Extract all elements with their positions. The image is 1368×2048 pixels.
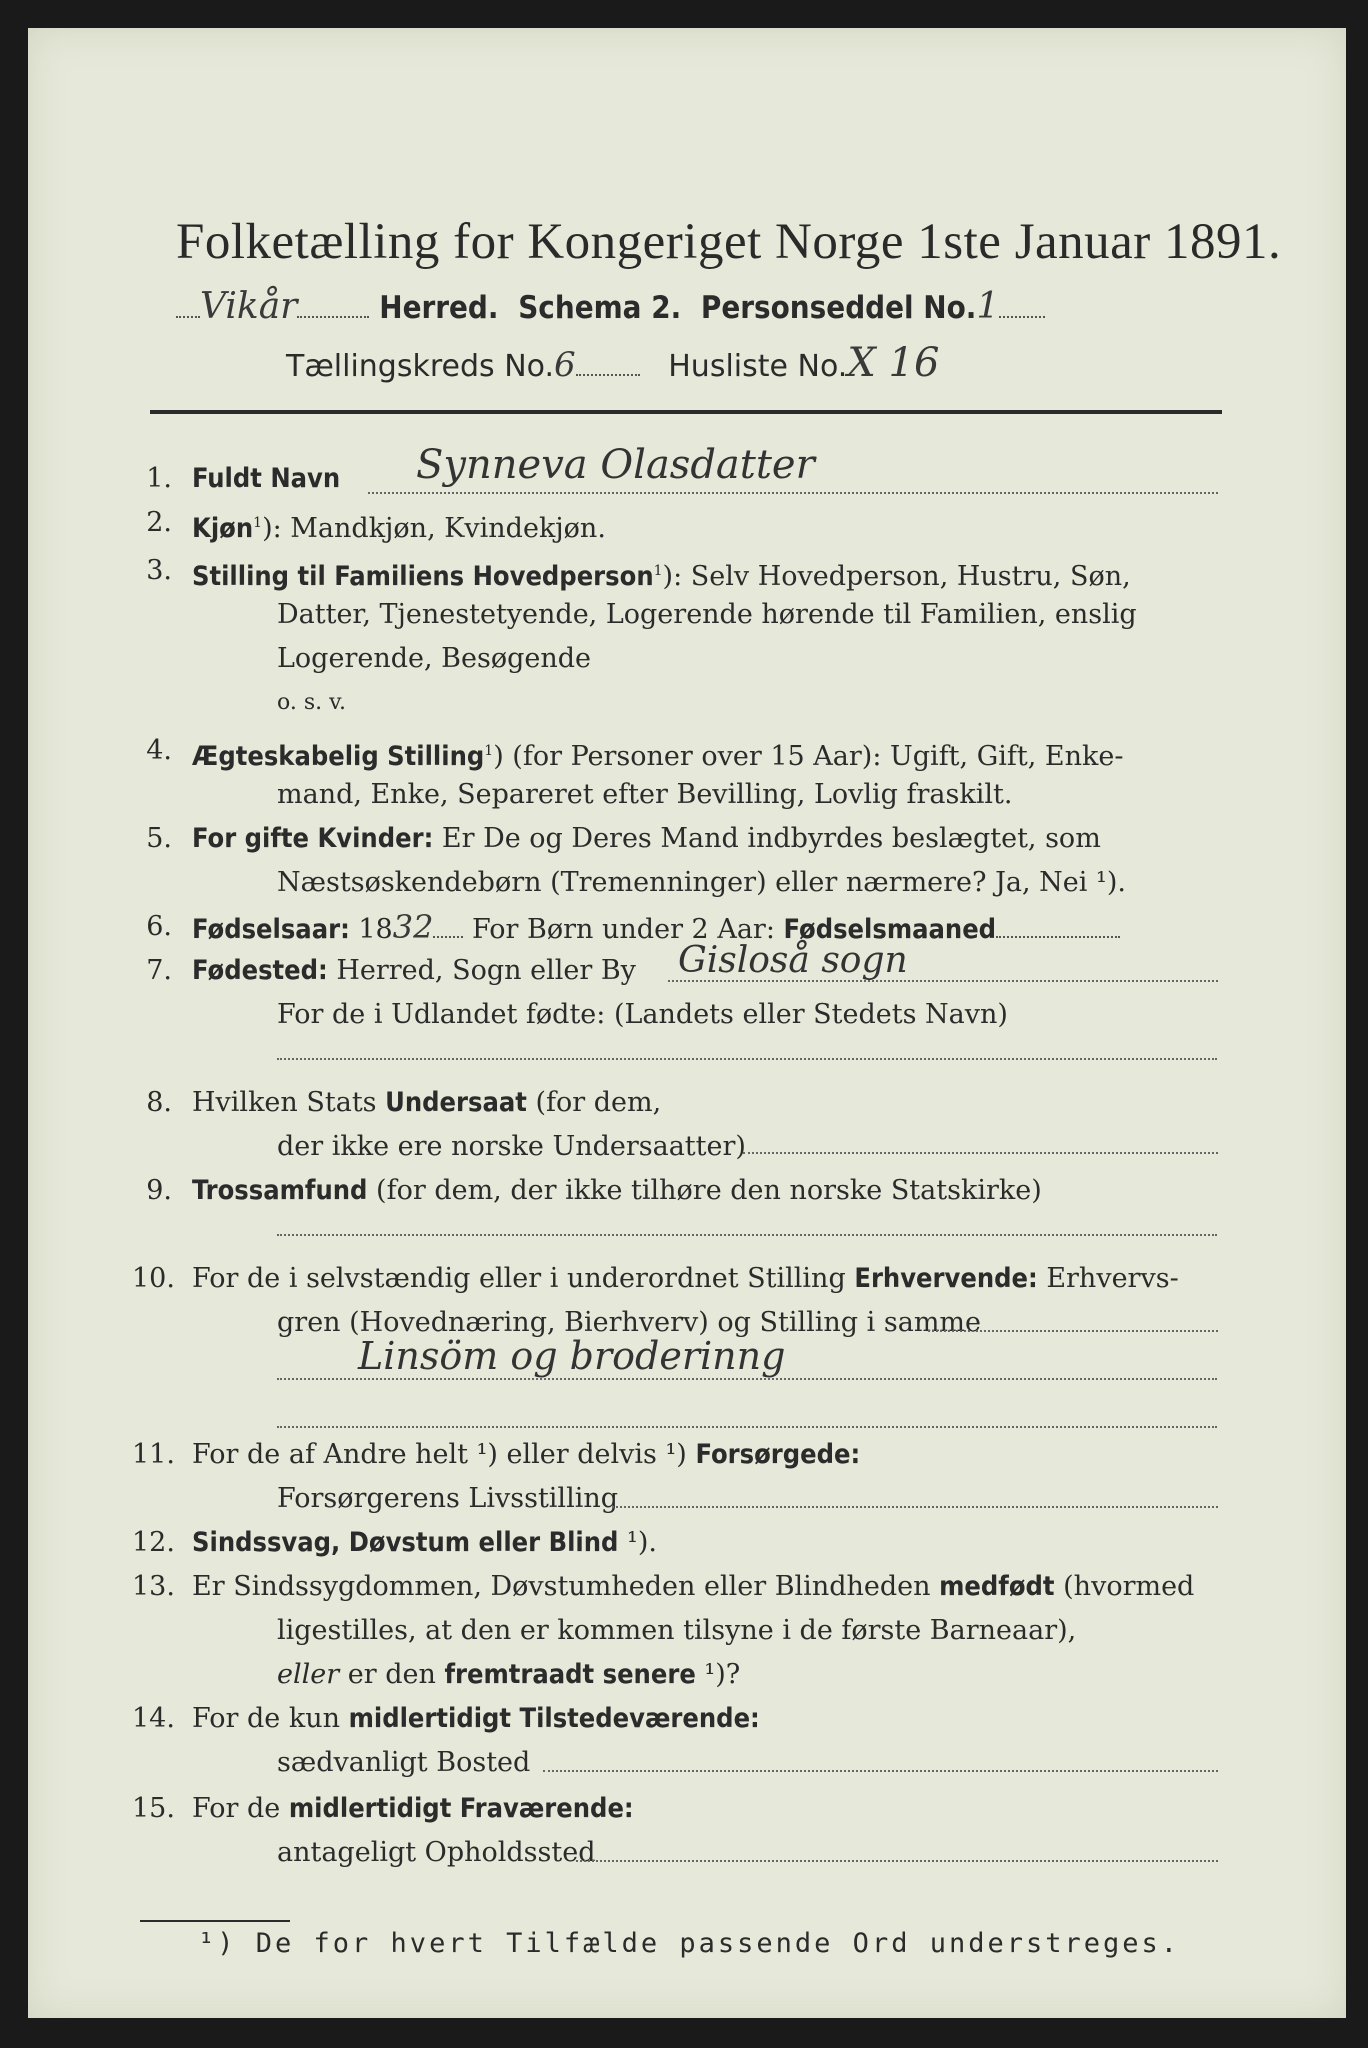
census-form-sheet: Folketælling for Kongeriget Norge 1ste Januar 1891. Vikår Herred. Schema 2. Personseddel No.1 Tællingskreds No.6 Husliste No.X 16 1. Fuldt Navn Synneva Olasdatter 2. Kjøn$^1$): Mandkjøn, Kvindekjøn. 3. Stilling til Familiens Hovedperson$^1$): Selv Hovedperson, Hustru, Søn, Datter, Tjenestetyende, Logerende hørende til Familien, enslig Logerende, Besøgende o. s. v. 4. Ægteskabelig Stilling$^1$) (for Personer over 15 Aar): Ugift, Gift, Enke- mand, Enke, Separeret efter Bevilling, Lovlig fraskilt. 5. For gifte Kvinder: Er De og Deres Mand indbyrdes beslægtet, som Næstsøskendebørn (Tremenninger) eller nærmere? Ja, Nei ¹). 6. Fødselsaar: 1832 For Børn under 2 Aar: Fødselsmaaned 7. Fødested: Herred, Sogn eller By Gisloså sogn For de i Udlandet fødte: (Landets eller Stedets Navn) 8. Hvilken Stats Undersaat (for dem, der ikke ere norske Undersaatter) 9. Trossamfund (for dem, der ikke tilhøre den norske Statskirke) 10. For de i selvstændig eller i underordnet Stilling Erhvervende: Erhvervs- gren (Hovednæring, Bierhverv) og Stilling i samme Linsöm og broderinng 11. For de af Andre helt ¹) eller delvis ¹) Forsørgede: Forsørgerens Livsstilling 12. Sindssvag, Døvstum eller Blind ¹). 13. Er Sindssygdommen, Døvstumheden eller Blindheden medfødt (hvormed ligestilles, at den er kommen tilsyne i de første Barneaar), eller er den fremtraadt senere ¹)? 14. For de kun midlertidigt Tilstedeværende: sædvanligt Bosted 15. For de midlertidigt Fraværende: antageligt Opholdssted ¹) De for hvert Tilfælde passende Ord understreges. [28,28,1346,2018]
herred-value: Vikår [200,286,298,327]
herred-label: Herred. [379,290,499,326]
personseddel-value: 1 [976,286,1000,327]
husliste-label: Husliste No. [668,349,848,384]
item-13-line3: eller er den fremtraadt senere ¹)? [277,1659,741,1690]
footnote-rule [140,1920,290,1922]
item-15-line2: antageligt Opholdssted [277,1837,596,1868]
item-3-line2: Datter, Tjenestetyende, Logerende hørende til Familien, enslig [277,599,1137,630]
birthplace-value: Gisloså sogn [678,940,908,981]
birth-year-value: 32 [392,908,434,946]
item-14-line2: sædvanligt Bosted [277,1747,531,1778]
item-7-line2: For de i Udlandet fødte: (Landets eller Stedets Navn) [277,999,1008,1030]
kreds-value: 6 [554,345,576,385]
kreds-row [286,340,939,386]
schema-label: Schema 2. [518,290,682,326]
husliste-value: X 16 [847,340,940,386]
occupation-value: Linsöm og broderinng [358,1334,786,1378]
herred-row [176,286,1045,327]
header-rule [150,410,1222,414]
item-10-line2: gren (Hovednæring, Bierhverv) og Stilling i samme [277,1307,982,1338]
item-3-line3: Logerende, Besøgende [277,643,591,674]
item-5-line2: Næstsøskendebørn (Tremenninger) eller nærmere? Ja, Nei ¹). [277,867,1126,898]
form-title: Folketælling for Kongeriget Norge 1ste Januar 1891. [176,214,1282,270]
item-11-line2: Forsørgerens Livsstilling [277,1483,619,1514]
item-4-line2: mand, Enke, Separeret efter Bevilling, Lovlig fraskilt. [277,779,1013,810]
full-name-value: Synneva Olasdatter [416,442,815,488]
personseddel-label: Personseddel No. [700,290,977,326]
item-8-line2: der ikke ere norske Undersaatter) [277,1131,746,1162]
footnote: ¹) De for hvert Tilfælde passende Ord understreges. [198,1928,1181,1959]
item-13-line2: ligestilles, at den er kommen tilsyne i de første Barneaar), [277,1615,1077,1646]
kreds-label: Tællingskreds No. [286,349,554,384]
item-1-label: Fuldt Navn [192,463,341,494]
item-3-line4: o. s. v. [277,690,346,715]
